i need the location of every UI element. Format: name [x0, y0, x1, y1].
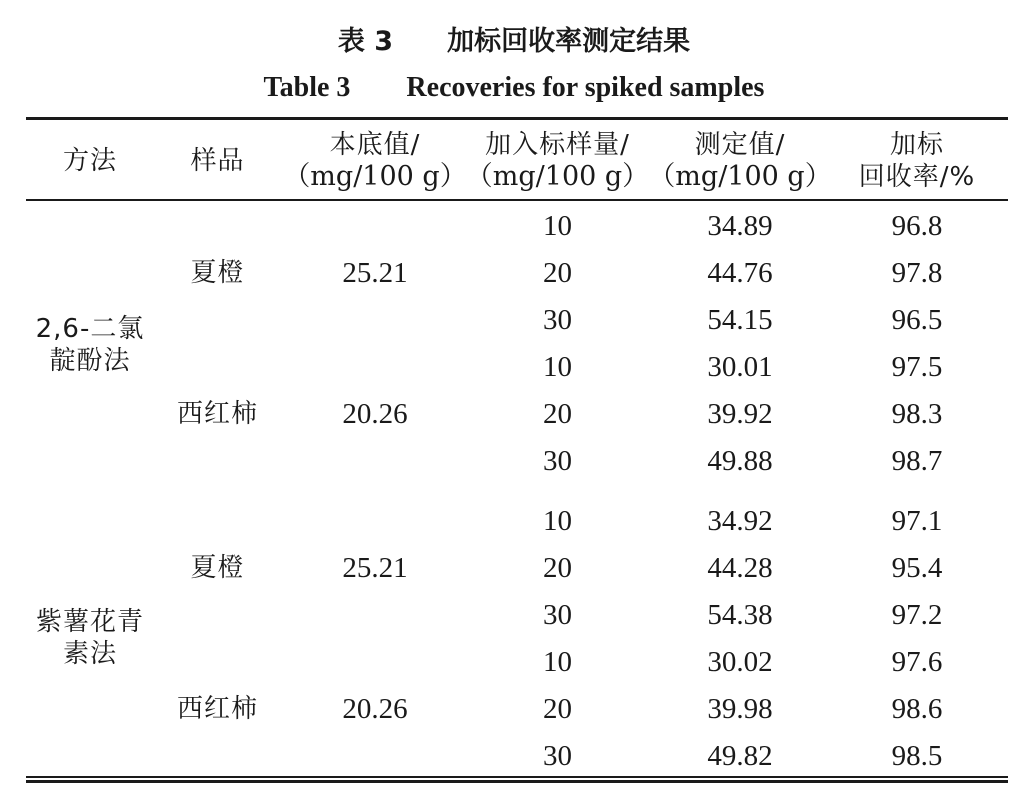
spiked-amount: 10	[543, 646, 572, 678]
spiked-amount: 10	[543, 351, 572, 383]
recovery-rate: 97.6	[891, 646, 943, 678]
measured-value: 30.02	[707, 646, 773, 678]
spiked-amount: 30	[543, 304, 572, 336]
method-cell	[30, 310, 150, 380]
measured-value: 34.89	[707, 210, 773, 242]
method-label-line-1: 2,6-二氯	[35, 314, 145, 344]
header-spiked-amount	[465, 126, 650, 196]
recovery-rate: 98.6	[891, 693, 943, 725]
sample-name: 夏橙	[190, 553, 245, 583]
recovery-rate: 95.4	[891, 552, 943, 584]
header-sample: 样品	[190, 146, 245, 176]
header-recovery-rate	[832, 126, 1002, 196]
method-label-line-1: 紫薯花青	[35, 607, 144, 637]
recovery-rate: 96.5	[891, 304, 943, 336]
spiked-amount: 30	[543, 599, 572, 631]
measured-value: 49.82	[707, 740, 773, 772]
header-method: 方法	[62, 146, 117, 176]
measured-value: 39.92	[707, 398, 773, 430]
bottom-rule-thick	[26, 780, 1008, 783]
spiked-amount: 20	[543, 257, 572, 289]
measured-value: 39.98	[707, 693, 773, 725]
measured-value: 44.28	[707, 552, 773, 584]
background-value: 20.26	[342, 398, 408, 430]
spiked-amount: 30	[543, 740, 572, 772]
recovery-rate: 98.5	[891, 740, 943, 772]
measured-value: 54.15	[707, 304, 773, 336]
spiked-amount: 20	[543, 552, 572, 584]
spiked-amount: 10	[543, 505, 572, 537]
background-value: 20.26	[342, 693, 408, 725]
header-measured-label: 测定值/	[694, 130, 786, 160]
spiked-amount: 20	[543, 693, 572, 725]
header-recovery-label-2: 回收率/%	[858, 162, 976, 192]
header-spiked-unit: （mg/100 g）	[465, 161, 650, 192]
recovery-rate: 97.5	[891, 351, 943, 383]
header-measured-unit: （mg/100 g）	[648, 161, 832, 192]
method-label-line-2: 靛酚法	[49, 346, 131, 376]
bottom-rule-thin	[26, 776, 1008, 778]
header-rule	[26, 199, 1008, 201]
sample-name: 西红柿	[176, 399, 258, 429]
method-label-line-2: 素法	[62, 639, 117, 669]
header-background-value	[285, 126, 465, 196]
measured-value: 44.76	[707, 257, 773, 289]
spiked-amount: 10	[543, 210, 572, 242]
background-value: 25.21	[342, 552, 408, 584]
measured-value: 30.01	[707, 351, 773, 383]
sample-name: 夏橙	[190, 258, 245, 288]
sample-name: 西红柿	[176, 694, 258, 724]
table-title-chinese: 表 3 加标回收率测定结果	[337, 26, 691, 57]
recovery-rate: 98.7	[891, 445, 943, 477]
recovery-rate: 97.8	[891, 257, 943, 289]
background-value: 25.21	[342, 257, 408, 289]
header-background-label: 本底值/	[329, 130, 421, 160]
spiked-amount: 30	[543, 445, 572, 477]
header-measured-value	[650, 126, 830, 196]
recovery-rate: 96.8	[891, 210, 943, 242]
top-rule	[26, 117, 1008, 120]
recovery-rate: 97.1	[891, 505, 943, 537]
measured-value: 34.92	[707, 505, 773, 537]
spiked-amount: 20	[543, 398, 572, 430]
recovery-rate: 98.3	[891, 398, 943, 430]
header-spiked-label: 加入标样量/	[485, 130, 630, 160]
recovery-rate: 97.2	[891, 599, 943, 631]
header-recovery-label-1: 加标	[889, 130, 944, 160]
header-background-unit: （mg/100 g）	[283, 161, 467, 192]
table-title-english: Table 3 Recoveries for spiked samples	[263, 72, 765, 103]
method-cell	[30, 603, 150, 673]
measured-value: 54.38	[707, 599, 773, 631]
measured-value: 49.88	[707, 445, 773, 477]
